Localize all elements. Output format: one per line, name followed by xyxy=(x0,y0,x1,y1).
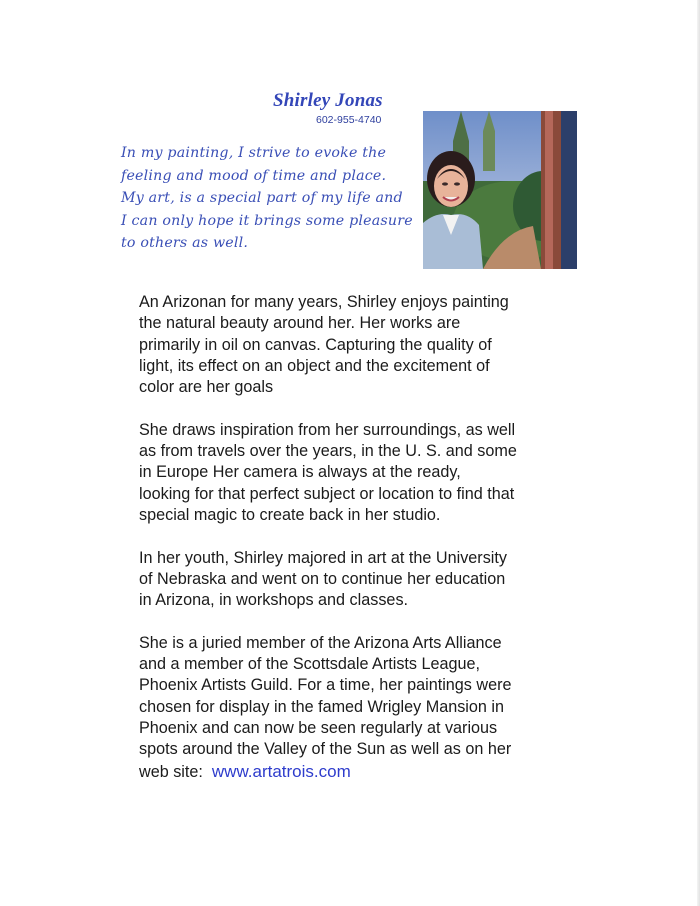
paragraph-line: She is a juried member of the Arizona Arts Alliance xyxy=(139,633,502,652)
quote-line: In my painting, I strive to evoke the xyxy=(121,145,387,161)
quote-line: feeling and mood of time and place. xyxy=(121,167,387,184)
paragraph-line: color are her goals xyxy=(139,378,274,397)
biography xyxy=(139,292,584,804)
paragraph-line: An Arizonan for many years, Shirley enjoys painting xyxy=(139,293,509,311)
quote-line: to others as well. xyxy=(121,235,249,251)
paragraph xyxy=(139,548,584,612)
paragraph-line: In her youth, Shirley majored in art at the University xyxy=(139,548,507,567)
phone-number: 602-955-4740 xyxy=(316,114,382,126)
paragraph-line: and a member of the Scottsdale Artists League, xyxy=(139,655,481,674)
paragraph-line: Phoenix and can now be seen regularly at various xyxy=(139,718,498,737)
paragraph-line xyxy=(139,761,584,783)
paragraph xyxy=(139,292,584,398)
paragraph-line: chosen for display in the famed Wrigley Mansion in xyxy=(139,697,505,716)
artist-quote xyxy=(121,142,451,255)
artist-name: Shirley Jonas xyxy=(273,90,383,111)
artist-photo xyxy=(423,111,577,269)
paragraph xyxy=(139,633,584,783)
portrait-painting-icon xyxy=(423,111,577,269)
website-link[interactable]: www.artatrois.com xyxy=(211,761,351,781)
paragraph-line: Phoenix Artists Guild. For a time, her paintings were xyxy=(139,676,512,695)
paragraph-line: light, its effect on an object and the excitement of xyxy=(139,356,490,375)
paragraph-line: as from travels over the years, in the U. S. and some xyxy=(139,442,517,461)
paragraph-line: in Europe Her camera is always at the ready, xyxy=(139,463,461,482)
paragraph-line: spots around the Valley of the Sun as well as on her xyxy=(139,740,512,759)
paragraph-line: She draws inspiration from her surroundings, as well xyxy=(139,420,516,439)
paragraph xyxy=(139,420,584,526)
paragraph-line: of Nebraska and went on to continue her education xyxy=(139,569,506,588)
paragraph-line: special magic to create back in her studio. xyxy=(139,505,441,524)
paragraph-line: in Arizona, in workshops and classes. xyxy=(139,591,409,610)
paragraph-line: primarily in oil on canvas. Capturing the quality of xyxy=(139,335,492,354)
paragraph-line: the natural beauty around her. Her works are xyxy=(139,314,461,333)
quote-line: My art, is a special part of my life and xyxy=(121,190,403,206)
quote-line: I can only hope it brings some pleasure xyxy=(121,212,413,229)
paragraph-line: looking for that perfect subject or location to find that xyxy=(139,484,515,503)
website-label: web site: xyxy=(139,762,212,781)
